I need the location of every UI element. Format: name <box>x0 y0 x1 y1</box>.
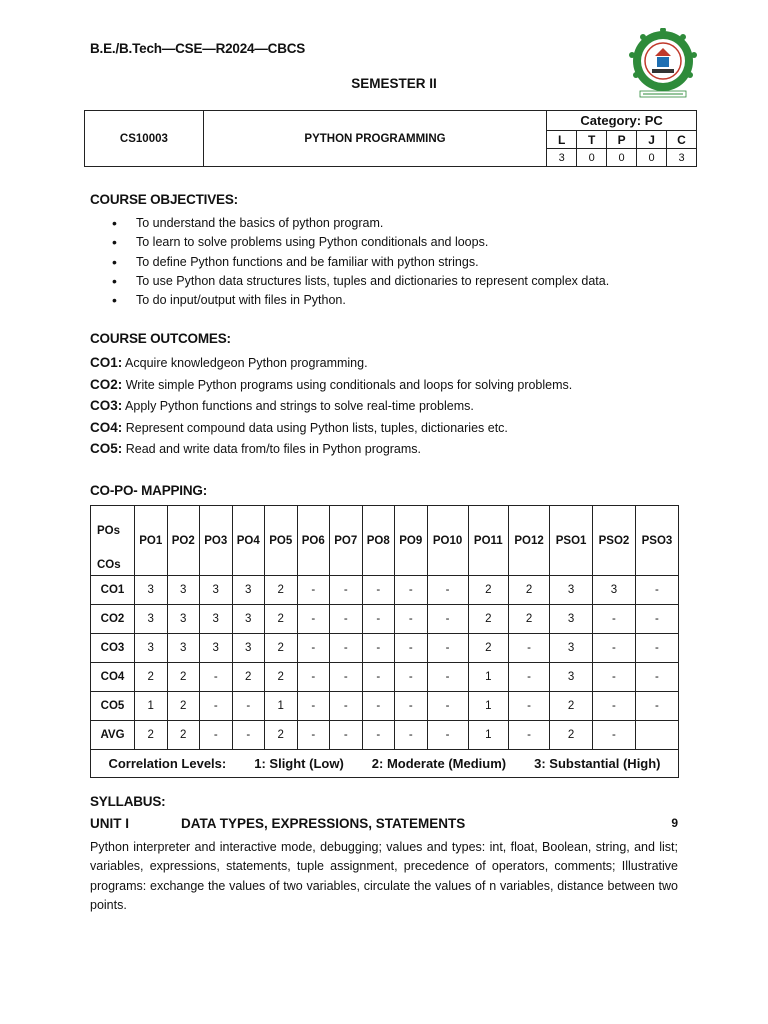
table-cell: - <box>427 576 468 605</box>
table-cell: - <box>330 692 363 721</box>
table-cell: - <box>330 634 363 663</box>
table-cell: - <box>395 576 428 605</box>
correlation-levels <box>91 750 679 778</box>
objectives-list <box>112 214 609 310</box>
outcome-text: Write simple Python programs using conditionals and loops for solving problems. <box>122 377 573 392</box>
list-item <box>90 352 572 374</box>
table-header-row <box>91 506 679 576</box>
unit-hours: 9 <box>671 816 678 830</box>
table-cell: 1 <box>135 692 168 721</box>
co-po-mapping-table <box>90 505 679 778</box>
list-item: • To learn to solve problems using Python conditionals and loops. <box>112 233 609 252</box>
outcome-code: CO4: <box>90 419 123 435</box>
table-row <box>91 605 679 634</box>
column-header: PO1 <box>135 506 168 576</box>
table-cell: 2 <box>508 576 549 605</box>
table-cell: 3 <box>232 605 265 634</box>
table-cell: - <box>508 634 549 663</box>
table-cell: 3 <box>167 576 200 605</box>
pos-cos-corner <box>91 506 135 576</box>
correlation-row <box>91 750 679 778</box>
table-cell: - <box>395 634 428 663</box>
table-cell: 3 <box>232 634 265 663</box>
table-cell: - <box>362 634 395 663</box>
table-cell: 3 <box>550 663 593 692</box>
credit-value-l: 3 <box>547 149 577 167</box>
objectives-title: COURSE OBJECTIVES: <box>90 192 238 207</box>
unit-content: Python interpreter and interactive mode, debugging; values and types: int, float, Boolean, string, and list; variables, expressions, statements, tuple assignment, precedence of operators, comments; Illustrative programs: exchange the values of two variables, circulate the values of n variables, distance between two points. <box>90 840 678 912</box>
table-cell: - <box>297 576 330 605</box>
table-cell: 2 <box>265 663 298 692</box>
table-cell: 3 <box>167 605 200 634</box>
row-label: CO4 <box>91 663 135 692</box>
course-title: PYTHON PROGRAMMING <box>203 111 546 167</box>
table-cell: 2 <box>265 605 298 634</box>
table-cell: 3 <box>200 576 233 605</box>
table-row <box>91 663 679 692</box>
column-header: PO5 <box>265 506 298 576</box>
correlation-level: 1: Slight (Low) <box>254 756 344 771</box>
course-info-table <box>84 110 697 167</box>
table-cell: 2 <box>167 721 200 750</box>
table-cell: - <box>330 605 363 634</box>
table-cell: 3 <box>200 605 233 634</box>
row-label: AVG <box>91 721 135 750</box>
table-cell: 3 <box>135 605 168 634</box>
credit-header-t: T <box>577 131 607 149</box>
credit-value-p: 0 <box>607 149 637 167</box>
credit-header-j: J <box>637 131 667 149</box>
table-cell: 3 <box>135 576 168 605</box>
row-label: CO2 <box>91 605 135 634</box>
table-cell: 3 <box>550 634 593 663</box>
unit-heading <box>90 816 678 831</box>
column-header: PO4 <box>232 506 265 576</box>
row-label: CO3 <box>91 634 135 663</box>
outcome-code: CO2: <box>90 376 123 392</box>
table-cell: 3 <box>550 605 593 634</box>
list-item <box>90 395 572 417</box>
course-code: CS10003 <box>85 111 204 167</box>
table-cell: - <box>330 576 363 605</box>
table-cell: - <box>593 634 636 663</box>
table-cell <box>635 721 678 750</box>
table-cell: - <box>200 692 233 721</box>
list-item <box>90 438 572 460</box>
table-cell: - <box>635 634 678 663</box>
mapping-title: CO-PO- MAPPING: <box>90 483 207 498</box>
unit-name: DATA TYPES, EXPRESSIONS, STATEMENTS <box>181 816 466 831</box>
table-cell: 1 <box>468 692 508 721</box>
credit-header-l: L <box>547 131 577 149</box>
credit-value-j: 0 <box>637 149 667 167</box>
column-header: PSO3 <box>635 506 678 576</box>
correlation-label: Correlation Levels: <box>108 756 227 771</box>
table-cell: 1 <box>265 692 298 721</box>
table-cell: 3 <box>200 634 233 663</box>
table-cell: 2 <box>167 692 200 721</box>
corner-cos-label: COs <box>97 559 121 571</box>
correlation-level: 2: Moderate (Medium) <box>371 756 507 771</box>
column-header: PO12 <box>508 506 549 576</box>
table-cell: - <box>297 605 330 634</box>
outcome-text: Acquire knowledgeon Python programming. <box>122 356 368 370</box>
table-cell: 2 <box>232 663 265 692</box>
table-cell: 2 <box>468 634 508 663</box>
table-cell: - <box>593 721 636 750</box>
table-cell: - <box>362 605 395 634</box>
table-cell: - <box>427 634 468 663</box>
table-cell: - <box>330 721 363 750</box>
semester-title: SEMESTER II <box>351 76 437 91</box>
table-cell: - <box>362 576 395 605</box>
table-cell: 2 <box>167 663 200 692</box>
column-header: PO7 <box>330 506 363 576</box>
column-header: PSO2 <box>593 506 636 576</box>
corner-pos-label: POs <box>97 525 121 537</box>
table-cell: - <box>508 692 549 721</box>
course-category: Category: PC <box>547 111 697 131</box>
table-cell: - <box>427 721 468 750</box>
list-item <box>90 417 572 439</box>
column-header: PO6 <box>297 506 330 576</box>
table-cell: - <box>297 634 330 663</box>
column-header: PO11 <box>468 506 508 576</box>
syllabus-title: SYLLABUS: <box>90 794 166 809</box>
credit-value-t: 0 <box>577 149 607 167</box>
table-cell: - <box>593 605 636 634</box>
table-cell: 2 <box>468 605 508 634</box>
outcome-text: Read and write data from/to files in Python programs. <box>122 442 422 457</box>
program-header: B.E./B.Tech—CSE—R2024—CBCS <box>90 41 306 56</box>
outcomes-list <box>90 352 572 460</box>
column-header: PO3 <box>200 506 233 576</box>
outcomes-title: COURSE OUTCOMES: <box>90 331 231 346</box>
table-cell: - <box>635 692 678 721</box>
table-cell: - <box>635 576 678 605</box>
table-row <box>91 721 679 750</box>
credit-value-c: 3 <box>667 149 697 167</box>
correlation-level: 3: Substantial (High) <box>534 756 661 771</box>
table-cell: 2 <box>508 605 549 634</box>
table-cell: - <box>508 721 549 750</box>
table-cell: - <box>635 605 678 634</box>
table-cell: 3 <box>135 634 168 663</box>
list-item <box>90 374 572 396</box>
table-cell: - <box>200 663 233 692</box>
table-cell: - <box>362 721 395 750</box>
table-cell: - <box>593 692 636 721</box>
table-cell: 2 <box>265 721 298 750</box>
table-cell: 3 <box>550 576 593 605</box>
table-cell: - <box>362 692 395 721</box>
table-cell: 2 <box>550 692 593 721</box>
list-item: • To understand the basics of python program. <box>112 214 609 233</box>
outcome-code: CO3: <box>90 398 123 414</box>
list-item: • To use Python data structures lists, tuples and dictionaries to represent complex data. <box>112 272 609 291</box>
table-cell: - <box>635 663 678 692</box>
column-header: PSO1 <box>550 506 593 576</box>
table-cell: - <box>427 663 468 692</box>
table-cell: - <box>362 663 395 692</box>
table-row <box>91 634 679 663</box>
table-cell: - <box>427 605 468 634</box>
table-cell: - <box>395 605 428 634</box>
table-cell: - <box>297 721 330 750</box>
column-header: PO10 <box>427 506 468 576</box>
table-cell: - <box>427 692 468 721</box>
row-label: CO1 <box>91 576 135 605</box>
table-cell: 2 <box>135 663 168 692</box>
table-cell: - <box>297 663 330 692</box>
table-cell: - <box>297 692 330 721</box>
list-item: • To do input/output with files in Python. <box>112 291 609 310</box>
table-cell: - <box>508 663 549 692</box>
outcome-code: CO5: <box>90 441 123 457</box>
table-cell: 2 <box>265 576 298 605</box>
table-cell: - <box>330 663 363 692</box>
table-cell: 2 <box>135 721 168 750</box>
table-cell: 3 <box>232 576 265 605</box>
credit-header-c: C <box>667 131 697 149</box>
row-label: CO5 <box>91 692 135 721</box>
outcome-code: CO1: <box>90 355 123 370</box>
table-cell: 3 <box>167 634 200 663</box>
institution-logo <box>628 28 698 98</box>
list-item: • To define Python functions and be familiar with python strings. <box>112 253 609 272</box>
table-cell: - <box>232 692 265 721</box>
table-row <box>91 576 679 605</box>
table-cell: 1 <box>468 721 508 750</box>
table-cell: - <box>395 692 428 721</box>
table-cell: 2 <box>550 721 593 750</box>
table-cell: - <box>395 663 428 692</box>
column-header: PO8 <box>362 506 395 576</box>
table-cell: - <box>200 721 233 750</box>
table-cell: - <box>232 721 265 750</box>
table-cell: 2 <box>468 576 508 605</box>
table-row <box>91 692 679 721</box>
outcome-text: Apply Python functions and strings to solve real-time problems. <box>122 399 474 414</box>
credit-header-p: P <box>607 131 637 149</box>
table-cell: - <box>593 663 636 692</box>
outcome-text: Represent compound data using Python lists, tuples, dictionaries etc. <box>122 420 508 435</box>
column-header: PO9 <box>395 506 428 576</box>
table-cell: 1 <box>468 663 508 692</box>
table-cell: 2 <box>265 634 298 663</box>
table-cell: 3 <box>593 576 636 605</box>
column-header: PO2 <box>167 506 200 576</box>
unit-number: UNIT I <box>90 816 129 831</box>
table-cell: - <box>395 721 428 750</box>
